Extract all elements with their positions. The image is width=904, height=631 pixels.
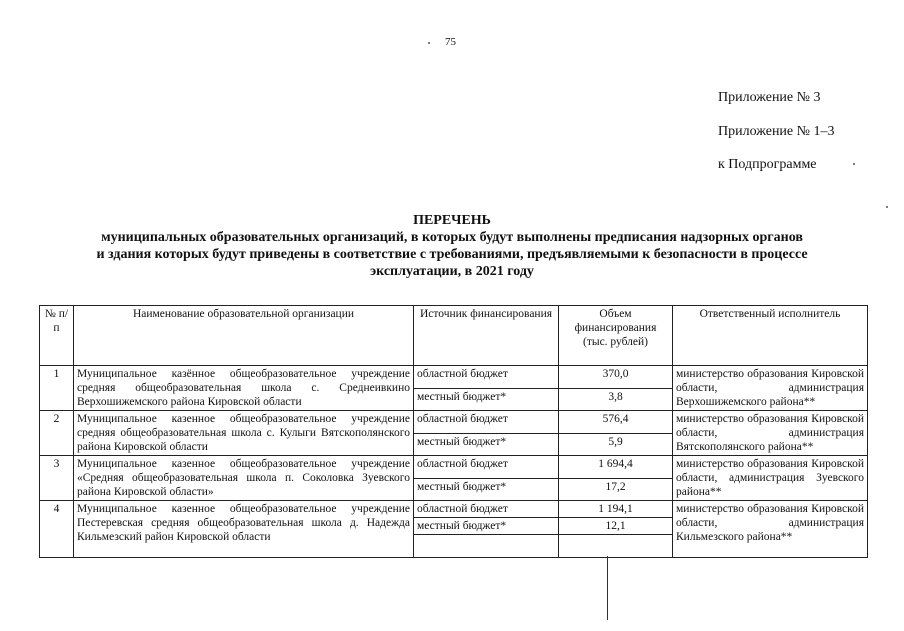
row-amount: 1 194,1 (559, 501, 673, 518)
row-responsible: министерство образования Кировской области, администрация Верхошижемского района** (673, 366, 868, 411)
row-name: Муниципальное казённое общеобразовательное учреждение средняя общеобразовательная школа с. Среднеивкино Верхошижемского района Кировской области (74, 366, 414, 411)
row-source: местный бюджет* (414, 388, 559, 411)
row-name: Муниципальное казенное общеобразовательное учреждение средняя общеобразовательная школа с. Кулыги Вятскополянского района Кировской области (74, 411, 414, 456)
row-source: местный бюджет* (414, 478, 559, 501)
row-source: областной бюджет (414, 456, 559, 479)
scan-speck (853, 163, 855, 165)
appendix-line-3: к Подпрограмме (718, 157, 817, 172)
title-line-1: муниципальных образовательных организаций, в которых будут выполнены предписания надзорных органов (101, 230, 803, 245)
appendix-line-1: Приложение № 3 (718, 90, 821, 105)
row-amount: 12,1 (559, 518, 673, 535)
row-source: областной бюджет (414, 501, 559, 518)
header-responsible: Ответственный исполнитель (673, 306, 868, 366)
table-row (40, 411, 868, 434)
header-source: Источник финансирования (414, 306, 559, 366)
row-responsible: министерство образования Кировской области, администрация Зуевского района** (673, 456, 868, 501)
row-num: 1 (40, 366, 74, 411)
row-amount: 3,8 (559, 388, 673, 411)
row-amount: 5,9 (559, 433, 673, 456)
header-name: Наименование образовательной организации (74, 306, 414, 366)
row-responsible: министерство образования Кировской области, администрация Вятскополянского района** (673, 411, 868, 456)
row-num: 4 (40, 501, 74, 558)
row-num: 2 (40, 411, 74, 456)
title-line-2: и здания которых будут приведены в соответствие с требованиями, предъявляемыми к безопасности в процессе (96, 247, 808, 262)
organizations-table (39, 305, 868, 558)
table-row (40, 456, 868, 479)
row-source: областной бюджет (414, 366, 559, 389)
row-amount: 576,4 (559, 411, 673, 434)
row-responsible: министерство образования Кировской области, администрация Кильмезского района** (673, 501, 868, 558)
title-heading: ПЕРЕЧЕНЬ (413, 213, 491, 228)
document-title (0, 212, 904, 280)
table-header-row (40, 306, 868, 366)
title-line-3: эксплуатации, в 2021 году (370, 264, 534, 279)
scan-speck (886, 206, 888, 208)
appendix-line-2: Приложение № 1–3 (718, 124, 835, 139)
row-source: областной бюджет (414, 411, 559, 434)
scan-artifact-line (607, 556, 608, 620)
row-name: Муниципальное казенное общеобразовательное учреждение Пестеревская средняя общеобразовательная школа д. Надежда Кильмезский район Кировской области (74, 501, 414, 558)
header-amount: Объем финансирования (тыс. рублей) (559, 306, 673, 366)
spacer-cell (414, 535, 559, 558)
header-num: № п/п (40, 306, 74, 366)
scan-speck (428, 42, 430, 44)
table-row (40, 366, 868, 389)
spacer-cell (559, 535, 673, 558)
row-amount: 370,0 (559, 366, 673, 389)
row-source: местный бюджет* (414, 433, 559, 456)
table-row (40, 501, 868, 518)
row-num: 3 (40, 456, 74, 501)
row-amount: 17,2 (559, 478, 673, 501)
page-number: 75 (445, 36, 456, 48)
row-source: местный бюджет* (414, 518, 559, 535)
row-name: Муниципальное казенное общеобразовательное учреждение «Средняя общеобразовательная школа п. Соколовка Зуевского района Кировской области» (74, 456, 414, 501)
row-amount: 1 694,4 (559, 456, 673, 479)
